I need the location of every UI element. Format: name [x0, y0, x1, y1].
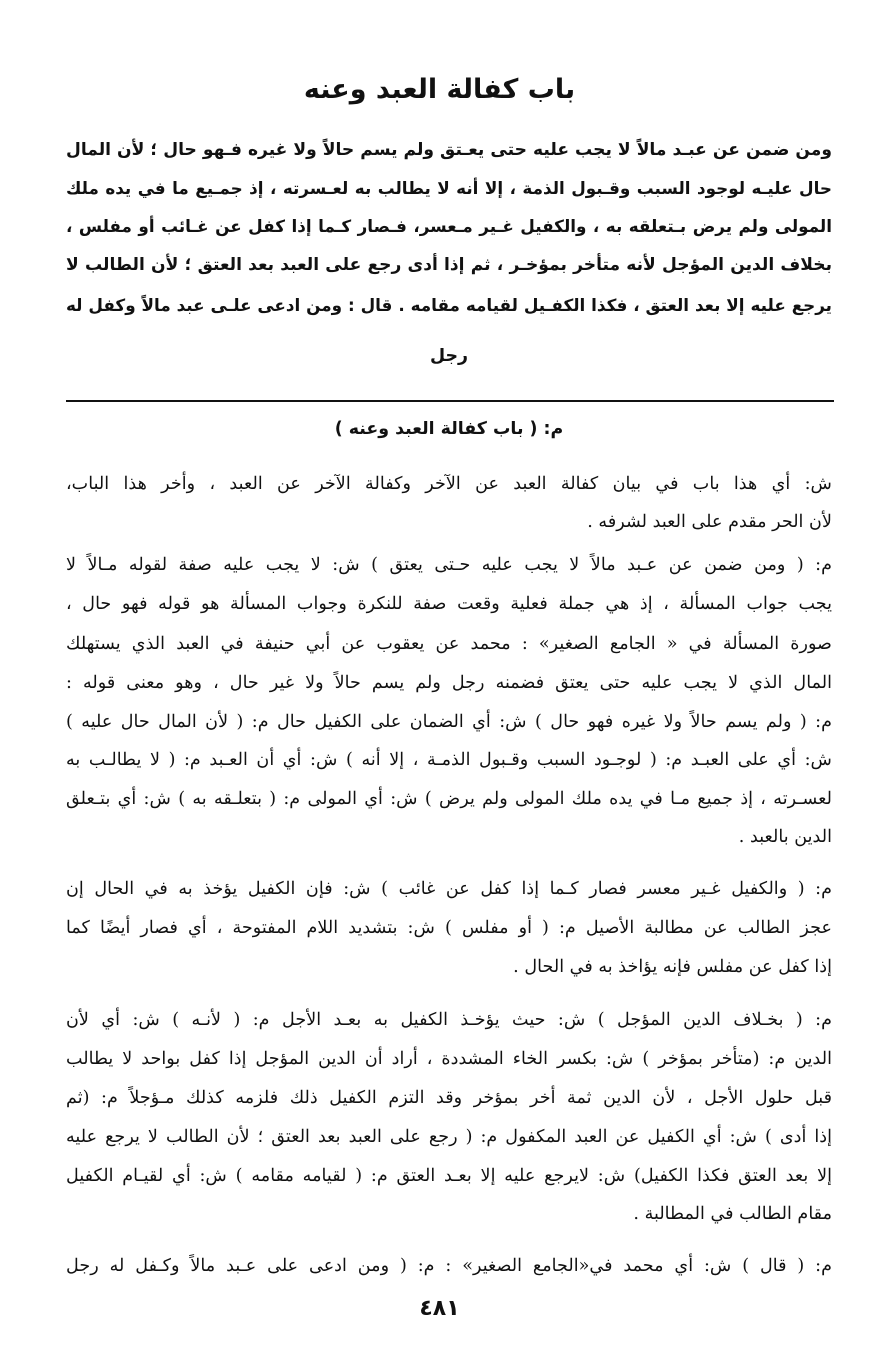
sharh-line: إذا كفل عن مفلس فإنه يؤاخذ به في الحال .	[513, 957, 832, 977]
sharh-line: يجب جواب المسألة ، إذ هي جملة فعلية وقعت صفة للنكرة وجواب المسألة هو قوله فهو حال ،	[66, 594, 832, 614]
section-divider	[66, 400, 834, 402]
sharh-line: م: ( بخـلاف الدين المؤجل ) ش: حيث يؤخـذ الكفيل به بعـد الأجل م: ( لأنـه ) ش: أي لأن	[66, 1010, 832, 1030]
sharh-line: م: ( والكفيل غـير معسر فصار كـما إذا كفل عن غائب ) ش: فإن الكفيل يؤخذ به في الحال إن	[66, 879, 832, 899]
sharh-line: إذا أدى ) ش: أي الكفيل عن العبد المكفول م: ( رجع على العبد بعد العتق ؛ لأن الطالب لا يرجع عليه	[66, 1127, 832, 1147]
chapter-title: باب كفالة العبد وعنه	[303, 74, 576, 105]
matn-line: ومن ضمن عن عبـد مالاً لا يجب عليه حتى يعـتق ولم يسم حالاً ولا غيره فـهو حال ؛ لأن المال	[66, 140, 832, 160]
sharh-line: قبل حلول الأجل ، لأن الدين ثمة أخر بمؤخر وقد التزم الكفيل ذلك فلزمه كذلك مـؤجلاً م: (ثم	[66, 1088, 832, 1108]
page-number: ٤٨١	[419, 1296, 460, 1321]
sharh-line: م: ( ولم يسم حالاً ولا غيره فهو حال ) ش: أي الضمان على الكفيل حال م: ( لأن المال حال عليه )	[66, 712, 832, 732]
matn-line: المولى ولم يرض بـتعلقه به ، والكفيل غـير مـعسر، فـصار كـما إذا كفل عن غـائب أو مفلس ،	[66, 216, 832, 236]
sharh-line: لعسـرته ، إذ جميع مـا في يده ملك المولى ولم يرض ) ش: أي المولى م: ( بتعلـقه به ) ش: أي بتـعلق	[66, 789, 832, 809]
sharh-line: م: ( قال ) ش: أي محمد في«الجامع الصغير» : م: ( ومن ادعى على عـبد مالاً وكـفل له رجل	[66, 1256, 832, 1276]
sharh-line: ش: أي على العبـد م: ( لوجـود السبب وقـبول الذمـة ، إلا أنه ) ش: أي أن العـبد م: ( لا يطالـب به	[66, 750, 832, 770]
sharh-line: الدين بالعبد .	[738, 827, 832, 847]
matn-line: يرجع عليه إلا بعد العتق ، فكذا الكفـيل لقيامه مقامه . قال : ومن ادعى علـى عبد مالاً وكفل له	[66, 295, 832, 315]
sharh-line: مقام الطالب في المطالبة .	[633, 1204, 832, 1224]
sharh-line: عجز الطالب عن مطالبة الأصيل م: ( أو مفلس ) ش: بتشديد اللام المفتوحة ، أي فصار أيضًا كما	[66, 918, 832, 938]
sharh-line: صورة المسألة في « الجامع الصغير» : محمد عن يعقوب عن أبي حنيفة في العبد الذي يستهلك	[66, 634, 832, 654]
sharh-line: لأن الحر مقدم على العبد لشرفه .	[587, 512, 832, 532]
sharh-line: م: ( ومن ضمن عن عـبد مالاً لا يجب عليه حـتى يعتق ) ش: لا يجب عليه صفة لقوله مـالاً لا	[66, 555, 832, 575]
matn-line: رجل	[429, 346, 469, 366]
sharh-heading: م: ( باب كفالة العبد وعنه )	[334, 419, 564, 439]
sharh-line: الدين م: (متأخر بمؤخر ) ش: بكسر الخاء المشددة ، أراد أن الدين المؤجل إذا كفل بواحد لا يطالب	[66, 1049, 832, 1069]
sharh-line: المال الذي لا يجب عليه حتى يعتق فضمنه رجل ولم يسم حالاً ولا غير حال ، وهو معنى قوله :	[66, 673, 832, 693]
matn-line: حال عليـه لوجود السبب وقـبول الذمة ، إلا أنه لا يطالب به لعـسرته ، إذ جمـيع ما في يده ملك	[66, 178, 832, 198]
sharh-line: ش: أي هذا باب في بيان كفالة العبد عن الآخر وكفالة الآخر عن العبد ، وأخر هذا الباب،	[66, 474, 832, 494]
sharh-line: إلا بعد العتق فكذا الكفيل) ش: لايرجع عليه إلا بعـد العتق م: ( لقيامه مقامه ) ش: أي لقيـام الكفيل	[66, 1166, 832, 1186]
matn-line: بخلاف الدين المؤجل لأنه متأخر بمؤخـر ، ثم إذا أدى رجع على العبد بعد العتق ؛ لأن الطالب لا	[66, 255, 832, 275]
